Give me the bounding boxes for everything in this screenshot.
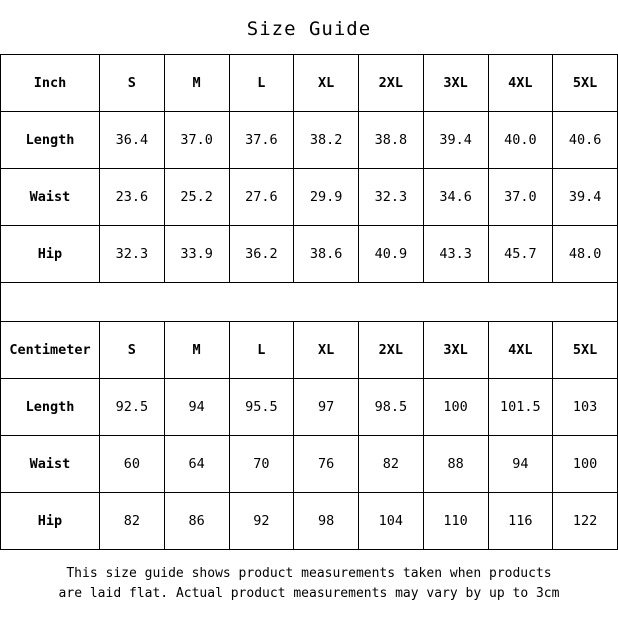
cell-length-s: 36.4: [100, 112, 165, 169]
table-row: [1, 112, 618, 169]
cell-waist-xl: 76: [294, 436, 359, 493]
cell-length-5xl: 40.6: [553, 112, 618, 169]
table-separator: [0, 283, 618, 321]
footnote-line-1: This size guide shows product measurements taken when products: [66, 566, 552, 581]
cell-hip-5xl: 48.0: [553, 226, 618, 283]
cell-waist-2xl: 82: [359, 436, 424, 493]
size-header-s: S: [100, 322, 165, 379]
table-row: [1, 169, 618, 226]
cell-waist-s: 60: [100, 436, 165, 493]
cell-hip-m: 33.9: [164, 226, 229, 283]
row-label-waist: Waist: [1, 436, 100, 493]
table-row: [1, 226, 618, 283]
size-header-m: M: [164, 322, 229, 379]
size-header-s: S: [100, 55, 165, 112]
cell-hip-4xl: 45.7: [488, 226, 553, 283]
cell-length-l: 95.5: [229, 379, 294, 436]
cell-hip-3xl: 43.3: [423, 226, 488, 283]
size-header-l: L: [229, 55, 294, 112]
cell-waist-5xl: 39.4: [553, 169, 618, 226]
page-title: Size Guide: [246, 18, 372, 40]
size-header-5xl: 5XL: [553, 55, 618, 112]
cell-length-3xl: 100: [423, 379, 488, 436]
cell-length-3xl: 39.4: [423, 112, 488, 169]
footnote-line-2: are laid flat. Actual product measurements may vary by up to 3cm: [58, 585, 560, 601]
cell-length-4xl: 40.0: [488, 112, 553, 169]
cell-hip-2xl: 40.9: [359, 226, 424, 283]
cell-hip-m: 86: [164, 493, 229, 550]
cell-length-m: 94: [164, 379, 229, 436]
table-header-row: [1, 55, 618, 112]
cell-waist-s: 23.6: [100, 169, 165, 226]
cell-length-s: 92.5: [100, 379, 165, 436]
cell-waist-m: 64: [164, 436, 229, 493]
size-header-m: M: [164, 55, 229, 112]
cell-hip-4xl: 116: [488, 493, 553, 550]
cell-length-m: 37.0: [164, 112, 229, 169]
row-label-hip: Hip: [1, 226, 100, 283]
size-header-4xl: 4XL: [488, 55, 553, 112]
cell-hip-l: 36.2: [229, 226, 294, 283]
cell-hip-l: 92: [229, 493, 294, 550]
size-table-centimeter: [0, 321, 618, 550]
size-header-xl: XL: [294, 322, 359, 379]
table-row: [1, 379, 618, 436]
cell-waist-4xl: 37.0: [488, 169, 553, 226]
table-row: [1, 436, 618, 493]
cell-waist-5xl: 100: [553, 436, 618, 493]
size-header-xl: XL: [294, 55, 359, 112]
unit-label-inch: Inch: [1, 55, 100, 112]
cell-length-2xl: 98.5: [359, 379, 424, 436]
cell-waist-l: 27.6: [229, 169, 294, 226]
cell-hip-2xl: 104: [359, 493, 424, 550]
cell-hip-s: 32.3: [100, 226, 165, 283]
cell-hip-s: 82: [100, 493, 165, 550]
table-header-row: [1, 322, 618, 379]
cell-hip-xl: 38.6: [294, 226, 359, 283]
row-label-length: Length: [1, 112, 100, 169]
cell-length-l: 37.6: [229, 112, 294, 169]
size-header-5xl: 5XL: [553, 322, 618, 379]
cell-waist-3xl: 34.6: [423, 169, 488, 226]
row-label-hip: Hip: [1, 493, 100, 550]
cell-waist-2xl: 32.3: [359, 169, 424, 226]
cell-hip-5xl: 122: [553, 493, 618, 550]
cell-length-xl: 97: [294, 379, 359, 436]
cell-waist-3xl: 88: [423, 436, 488, 493]
cell-waist-m: 25.2: [164, 169, 229, 226]
cell-waist-l: 70: [229, 436, 294, 493]
cell-length-5xl: 103: [553, 379, 618, 436]
cell-waist-4xl: 94: [488, 436, 553, 493]
size-header-3xl: 3XL: [423, 55, 488, 112]
size-header-2xl: 2XL: [359, 55, 424, 112]
size-header-3xl: 3XL: [423, 322, 488, 379]
cell-hip-xl: 98: [294, 493, 359, 550]
cell-length-4xl: 101.5: [488, 379, 553, 436]
footnote: [0, 550, 618, 603]
row-label-waist: Waist: [1, 169, 100, 226]
size-header-l: L: [229, 322, 294, 379]
cell-hip-3xl: 110: [423, 493, 488, 550]
size-table-inch: [0, 54, 618, 283]
cell-length-2xl: 38.8: [359, 112, 424, 169]
row-label-length: Length: [1, 379, 100, 436]
cell-length-xl: 38.2: [294, 112, 359, 169]
cell-waist-xl: 29.9: [294, 169, 359, 226]
size-header-4xl: 4XL: [488, 322, 553, 379]
unit-label-centimeter: Centimeter: [1, 322, 100, 379]
size-header-2xl: 2XL: [359, 322, 424, 379]
table-row: [1, 493, 618, 550]
